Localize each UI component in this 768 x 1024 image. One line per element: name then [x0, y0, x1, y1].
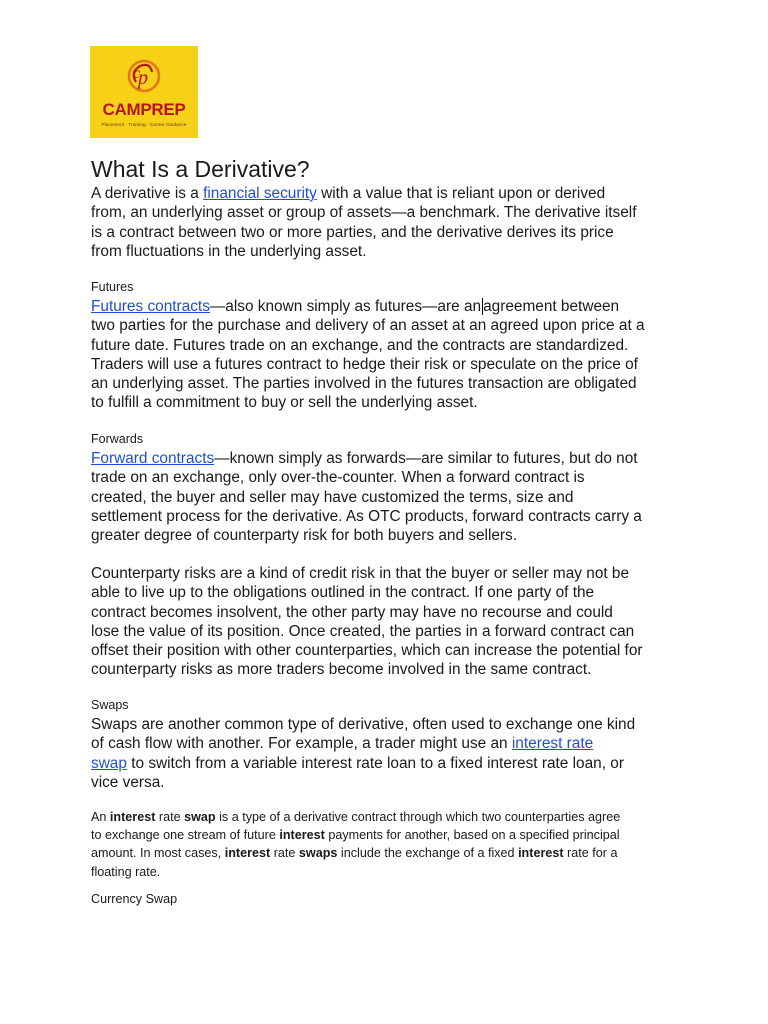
futures-heading: Futures [91, 280, 134, 294]
forward-contracts-link[interactable]: Forward contracts [91, 450, 215, 467]
forwards-paragraph: Forward contracts—known simply as forwards—are similar to futures, but do not trade on an exchange, only over-the-counter. When a forward contract is created, the buyer and seller may have customized the terms, size and settlement process for the derivative. As OTC products, forward contracts carry a greater degree of counterparty risk for both buyers and sellers. [91, 450, 642, 545]
logo-tagline: Placement · Training · Career Guidance [101, 122, 187, 127]
interest-rate-swap-definition: An interest rate swap is a type of a derivative contract through which two counterparties agree to exchange one stream of future interest payments for another, based on a specified principal amount. In most cases, interest rate swaps include the exchange of a fixed interest rate for a floating rate. [91, 810, 621, 879]
currency-swap-heading: Currency Swap [91, 892, 178, 906]
interest-rate-swap-link[interactable]: interest rate [511, 735, 594, 753]
futures-contracts-link[interactable]: Futures contracts [91, 298, 210, 315]
logo-wordmark: CAMPREP [102, 100, 186, 119]
forwards-heading: Forwards [91, 432, 144, 446]
swaps-heading: Swaps [91, 698, 129, 712]
futures-paragraph: Futures contracts—also known simply as futures—are an agreement between two parties for the purchase and delivery of an asset at an agreed upon price at a future date. Futures trade on an exchange, and the contracts are standardized. Traders will use a futures contract to hedge their risk or speculate on the price of an underlying asset. The parties involved in the futures transaction are obligated to fulfill a commitment to buy or sell the underlying asset. [91, 298, 645, 412]
intro-paragraph: A derivative is a financial security with a value that is reliant upon or derived from, an underlying asset or group of assets—a benchmark. The derivative itself is a contract between two or more parties, and the derivative derives its price from fluctuations in the underlying asset. [91, 185, 637, 260]
logo-emblem-icon [120, 52, 168, 102]
financial-security-link[interactable]: financial security [203, 185, 317, 202]
page-title: What Is a Derivative? [91, 156, 310, 182]
counterparty-paragraph: Counterparty risks are a kind of credit risk in that the buyer or seller may not be able to live up to the obligations outlined in the contract. If one party of the contract becomes insolvent, the other party may have no recourse and could lose the value of its position. Once created, the parties in a forward contract can offset their position with other counterparties, which can increase the potential for counterparty risks as more traders become involved in the same contract. [91, 565, 643, 679]
interest-rate-swap-link-cont[interactable]: swap [91, 754, 127, 772]
swaps-paragraph: Swaps are another common type of derivative, often used to exchange one kind of cash flow with another. For example, a trader might use an interest rate swap to switch from a variable interest rate loan to a fixed interest rate loan, or vice versa. [91, 716, 636, 791]
svg-text:c: c [133, 65, 141, 82]
camprep-logo [90, 46, 198, 138]
svg-text:p: p [138, 67, 148, 89]
